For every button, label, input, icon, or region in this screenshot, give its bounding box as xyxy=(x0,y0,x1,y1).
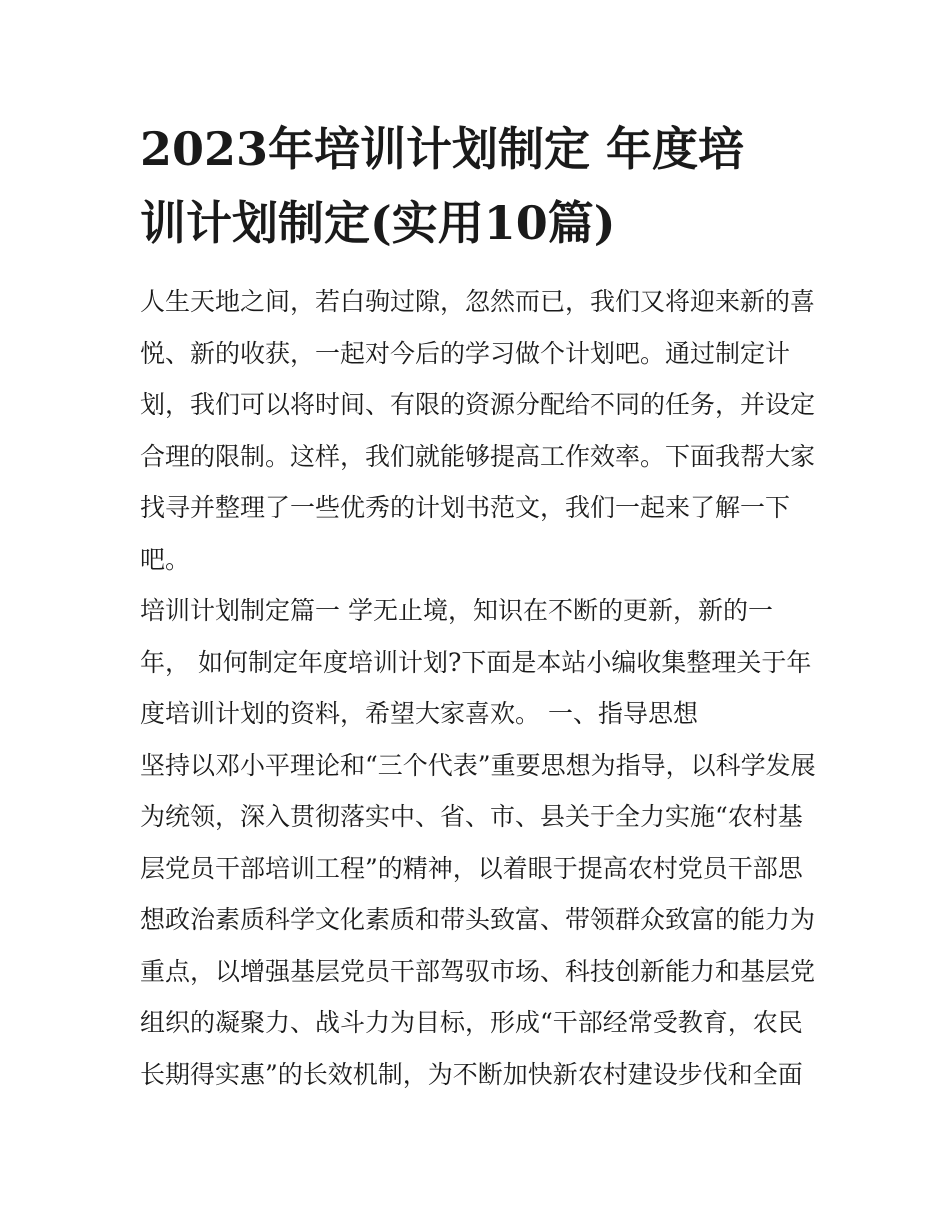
body-line: 人生天地之间，若白驹过隙，忽然而已，我们又将迎来新的喜 xyxy=(140,287,816,316)
body-line: 重点，以增强基层党员干部驾驭市场、科技创新能力和基层党 xyxy=(140,956,816,986)
body-line: 找寻并整理了一些优秀的计划书范文，我们一起来了解一下 xyxy=(140,493,791,522)
body-line: 年， 如何制定年度培训计划?下面是本站小编收集整理关于年 xyxy=(140,647,812,677)
title-line: 训计划制定(实用10篇) xyxy=(140,196,616,250)
body-line: 想政治素质科学文化素质和带头致富、带领群众致富的能力为 xyxy=(140,905,816,934)
body-line: 为统领，深入贯彻落实中、省、市、县关于全力实施“农村基 xyxy=(140,802,803,831)
body-line: 悦、新的收获，一起对今后的学习做个计划吧。通过制定计 xyxy=(140,338,791,368)
document-body xyxy=(140,276,820,1100)
body-line: 合理的限制。这样，我们就能够提高工作效率。下面我帮大家 xyxy=(140,441,816,471)
body-line: 划，我们可以将时间、有限的资源分配给不同的任务，并设定 xyxy=(140,390,816,419)
body-line: 长期得实惠”的长效机制，为不断加快新农村建设步伐和全面 xyxy=(140,1059,803,1089)
body-line: 坚持以邓小平理论和“三个代表”重要思想为指导，以科学发展 xyxy=(140,750,816,780)
body-line: 吧。 xyxy=(140,544,191,574)
body-line: 培训计划制定篇一 学无止境，知识在不断的更新，新的一 xyxy=(140,596,773,625)
title-line: 2023年培训计划制定 年度培 xyxy=(140,122,745,176)
document-title xyxy=(140,112,820,260)
body-line: 组织的凝聚力、战斗力为目标，形成“干部经常受教育，农民 xyxy=(140,1008,803,1037)
body-line: 层党员干部培训工程”的精神，以着眼于提高农村党员干部思 xyxy=(140,853,803,883)
body-line: 度培训计划的资料，希望大家喜欢。 一、指导思想 xyxy=(140,699,698,728)
